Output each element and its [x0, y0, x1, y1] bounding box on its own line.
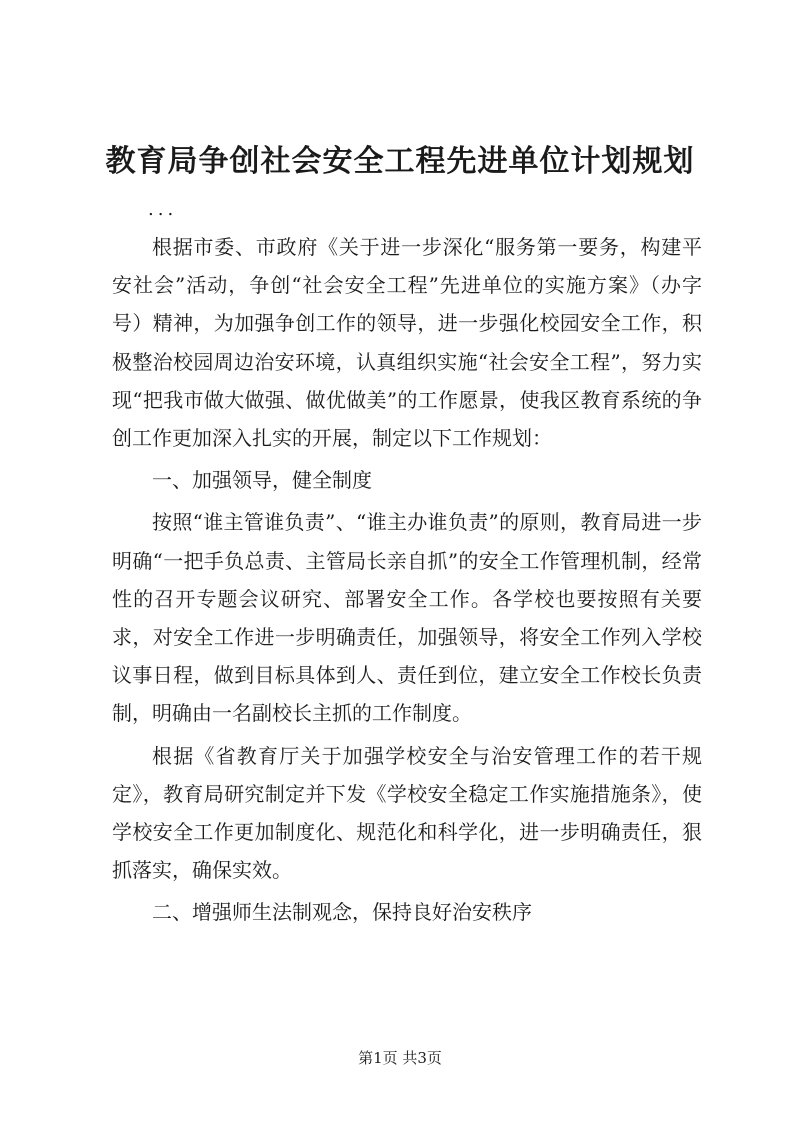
paragraph-intro: 根据市委、市政府《关于进一步深化“服务第一要务，构建平安社会”活动，争创“社会安全工程”先进单位的实施方案》（办字号）精神，为加强争创工作的领导，进一步强化校园安全工作，积极整治校园周边治安环境，认真组织实施“社会安全工程”，努力实现“把我市做大做强、做优做美”的工作愿景，使我区教育系统的争创工作更加深入扎实的开展，制定以下工作规划：	[112, 235, 702, 451]
section-heading-2: 二、增强师生法制观念，保持良好治安秩序	[152, 900, 532, 925]
page-title: 教育局争创社会安全工程先进单位计划规划	[105, 144, 695, 179]
ellipsis: ...	[148, 199, 178, 220]
paragraph-leadership: 按照“谁主管谁负责”、“谁主办谁负责”的原则，教育局进一步明确“一把手负总责、主管局长亲自抓”的安全工作管理机制，经常性的召开专题会议研究、部署安全工作。各学校也要按照有关要求，对安全工作进一步明确责任，加强领导，将安全工作列入学校议事日程，做到目标具体到人、责任到位，建立安全工作校长负责制，明确由一名副校长主抓的工作制度。	[112, 510, 702, 726]
page-footer: 第1页 共3页	[358, 1049, 442, 1067]
section-heading-1: 一、加强领导，健全制度	[152, 468, 372, 493]
paragraph-regulations: 根据《省教育厅关于加强学校安全与治安管理工作的若干规定》，教育局研究制定并下发《学校安全稳定工作实施措施条》，使学校安全工作更加制度化、规范化和科学化，进一步明确责任，狠抓落实，确保实效。	[112, 743, 702, 883]
document-body	[112, 228, 702, 932]
